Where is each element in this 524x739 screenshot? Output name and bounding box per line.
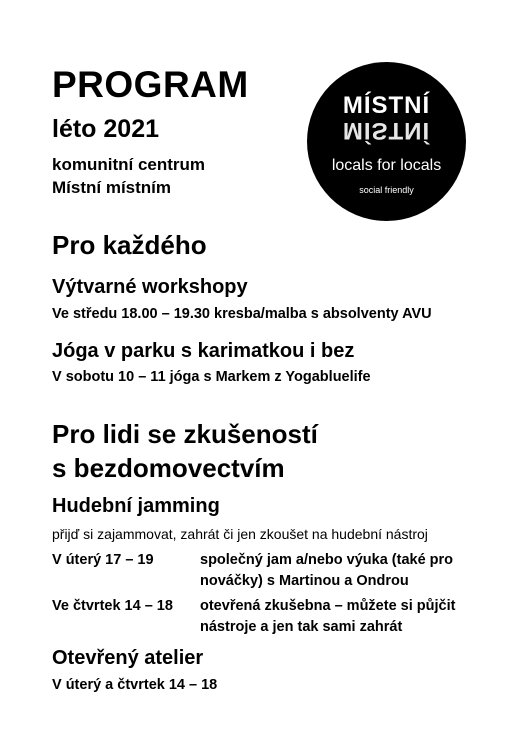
logo-tagline: locals for locals — [331, 157, 442, 174]
logo-subtitle: social friendly — [359, 185, 414, 195]
org-line-2: Místní místním — [52, 178, 172, 197]
logo — [307, 62, 466, 221]
jamming-row-when: V úterý 17 – 19 — [52, 552, 154, 568]
atelier-title: Otevřený atelier — [52, 647, 204, 669]
jamming-row-what: otevřená zkušebna – můžete si půjčit nástroje a jen tak sami zahrát — [200, 598, 456, 635]
section-homeless-heading-line-2: s bezdomovectvím — [52, 453, 285, 483]
organization-name — [52, 153, 205, 199]
workshop-detail: Ve středu 18.00 – 19.30 kresba/malba s absolventy AVU — [52, 306, 432, 322]
logo-word: MÍSTNÍ — [342, 92, 431, 119]
workshop-title: Výtvarné workshopy — [52, 276, 248, 298]
section-homeless-heading — [52, 417, 318, 485]
section-everyone-heading: Pro každého — [52, 230, 207, 260]
logo-word-mirrored: MÍSTNÍ — [342, 117, 431, 144]
yoga-detail: V sobotu 10 – 11 jóga s Markem z Yogabluelife — [52, 369, 371, 385]
jamming-row-what: společný jam a/nebo výuka (také pro nováčky) s Martinou a Ondrou — [200, 552, 454, 589]
org-line-1: komunitní centrum — [52, 155, 206, 174]
page-title: PROGRAM — [52, 64, 249, 105]
atelier-detail: V úterý a čtvrtek 14 – 18 — [52, 677, 218, 693]
jamming-intro: přijď si zajammovat, zahrát či jen zkoušet na hudební nástroj — [52, 526, 428, 542]
jamming-row-when: Ve čtvrtek 14 – 18 — [52, 598, 173, 614]
season-label: léto 2021 — [52, 115, 160, 143]
yoga-title: Jóga v parku s karimatkou i bez — [52, 340, 355, 362]
jamming-title: Hudební jamming — [52, 495, 220, 517]
section-homeless-heading-line-1: Pro lidi se zkušeností — [52, 419, 318, 449]
